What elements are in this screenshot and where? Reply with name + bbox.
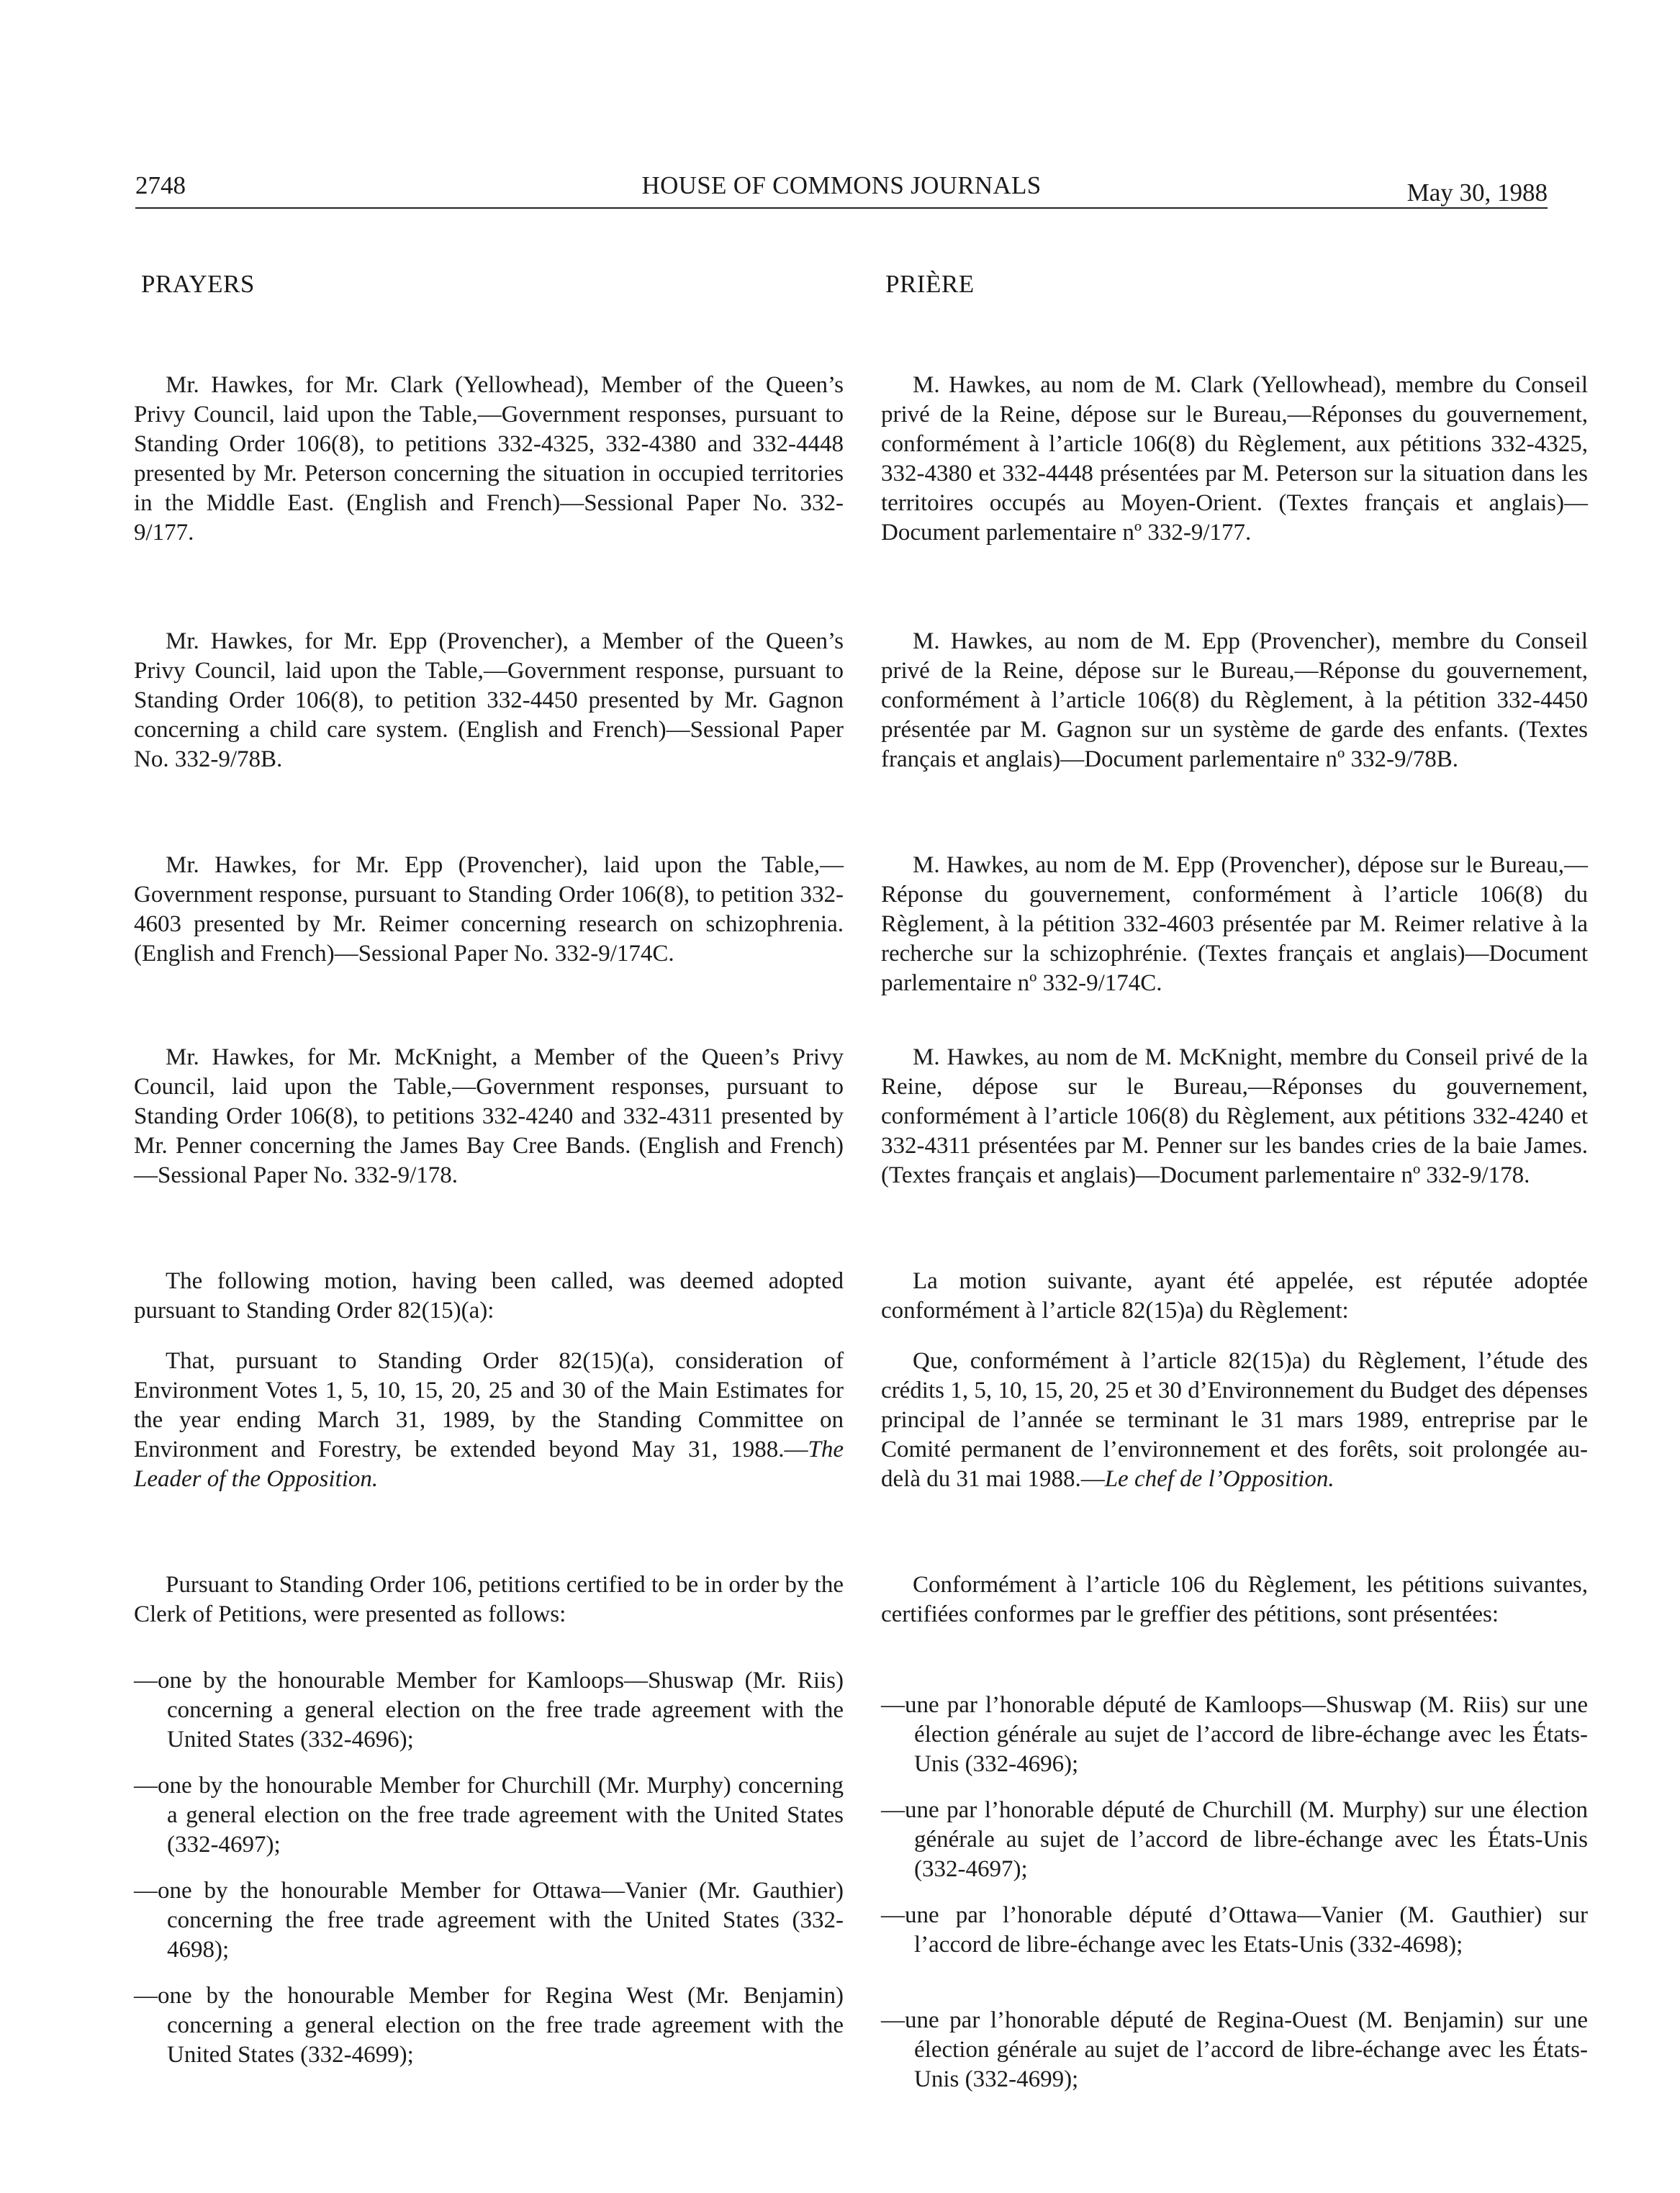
english-paragraph-2: Mr. Hawkes, for Mr. Epp (Provencher), a Member of the Queen’s Privy Council, laid upon the Table,—Government response, pursuant to Standing Order 106(8), to petition 332-4450 presented by Mr. Gagnon concerning a child care system. (English and French)—Sessional Paper No. 332-9/78B. [134, 628, 844, 772]
english-paragraph-1: Mr. Hawkes, for Mr. Clark (Yellowhead), Member of the Queen’s Privy Council, laid upon the Table,—Government responses, pursuant to Standing Order 106(8), to petitions 332-4325, 332-4380 and 332-4448 presented by Mr. Peterson concerning the situation in occupied territories in the Middle East. (English and French)—Sessional Paper No. 332-9/177. [134, 372, 844, 546]
french-petition-item: —une par l’honorable député d’Ottawa—Vanier (M. Gauthier) sur l’accord de libre-échange avec les Etats-Unis (332-4698); [881, 1902, 1588, 1958]
english-paragraph-3: Mr. Hawkes, for Mr. Epp (Provencher), laid upon the Table,—Government response, pursuant to Standing Order 106(8), to petition 332-4603 presented by Mr. Reimer concerning research on schizophrenia. (English and French)—Sessional Paper No. 332-9/174C. [134, 852, 844, 967]
french-paragraph-2: M. Hawkes, au nom de M. Epp (Provencher), membre du Conseil privé de la Reine, dépose sur le Bureau,—Réponse du gouvernement, conformément à l’article 106(8) du Règlement, à la pétition 332-4450 présentée par M. Gagnon sur un système de garde des enfants. (Textes français et anglais)—Document parlementaire nº 332-9/78B. [881, 628, 1588, 772]
english-petition-item: —one by the honourable Member for Ottawa—Vanier (Mr. Gauthier) concerning the free trade agreement with the United States (332-4698); [134, 1878, 844, 1963]
french-petition-item: —une par l’honorable député de Regina-Ouest (M. Benjamin) sur une élection générale au sujet de l’accord de libre-échange avec les États-Unis (332-4699); [881, 2007, 1588, 2092]
english-petitions-intro: Pursuant to Standing Order 106, petitions certified to be in order by the Clerk of Petitions, were presented as follows: [134, 1572, 844, 1627]
english-motion-intro: The following motion, having been called, was deemed adopted pursuant to Standing Order 82(15)(a): [134, 1268, 844, 1324]
french-paragraph-3: M. Hawkes, au nom de M. Epp (Provencher), dépose sur le Bureau,—Réponse du gouvernement, conformément à l’article 106(8) du Règlement, à la pétition 332-4603 présentée par M. Reimer relative à la recherche sur la schizophrénie. (Textes français et anglais)—Document parlementaire nº 332-9/174C. [881, 852, 1588, 996]
english-motion-signature: The Leader of the Opposition. [134, 1437, 844, 1492]
english-paragraph-4: Mr. Hawkes, for Mr. McKnight, a Member of the Queen’s Privy Council, laid upon the Table,—Government responses, pursuant to Standing Order 106(8), to petitions 332-4240 and 332-4311 presented by Mr. Penner concerning the James Bay Cree Bands. (English and French)—Sessional Paper No. 332-9/178. [134, 1044, 844, 1188]
journal-title: HOUSE OF COMMONS JOURNALS [641, 171, 1042, 199]
french-petition-item: —une par l’honorable député de Churchill (M. Murphy) sur une élection générale au sujet de l’accord de libre-échange avec les États-Unis (332-4697); [881, 1797, 1588, 1882]
page-header [135, 164, 1548, 209]
french-paragraph-1: M. Hawkes, au nom de M. Clark (Yellowhead), membre du Conseil privé de la Reine, dépose sur le Bureau,—Réponses du gouvernement, conformément à l’article 106(8) du Règlement, aux pétitions 332-4325, 332-4380 et 332-4448 présentées par M. Peterson sur la situation dans les territoires occupés au Moyen-Orient. (Textes français et anglais)—Document parlementaire nº 332-9/177. [881, 372, 1588, 546]
english-heading: PRAYERS [141, 270, 255, 298]
journal-date: May 30, 1988 [1406, 178, 1548, 207]
english-motion-text: That, pursuant to Standing Order 82(15)(a), consideration of Environment Votes 1, 5, 10, 15, 20, 25 and 30 of the Main Estimates for the year ending March 31, 1989, by the Standing Committee on Environment and Forestry, be extended beyond May 31, 1988.—The Leader of the Opposition. [134, 1348, 844, 1492]
french-motion-signature: Le chef de l’Opposition. [1104, 1466, 1334, 1492]
english-petition-item: —one by the honourable Member for Regina West (Mr. Benjamin) concerning a general election on the free trade agreement with the United States (332-4699); [134, 1983, 844, 2068]
french-heading: PRIÈRE [885, 270, 975, 298]
french-paragraph-4: M. Hawkes, au nom de M. McKnight, membre du Conseil privé de la Reine, dépose sur le Bureau,—Réponses du gouvernement, conformément à l’article 106(8) du Règlement, aux pétitions 332-4240 et 332-4311 présentées par M. Penner sur les bandes cries de la baie James. (Textes français et anglais)—Document parlementaire nº 332-9/178. [881, 1044, 1588, 1188]
page-number: 2748 [135, 171, 186, 199]
english-petition-item: —one by the honourable Member for Kamloops—Shuswap (Mr. Riis) concerning a general election on the free trade agreement with the United States (332-4696); [134, 1668, 844, 1753]
french-petition-item: —une par l’honorable député de Kamloops—Shuswap (M. Riis) sur une élection générale au sujet de l’accord de libre-échange avec les États-Unis (332-4696); [881, 1692, 1588, 1777]
french-motion-intro: La motion suivante, ayant été appelée, est réputée adoptée conformément à l’article 82(15)a) du Règlement: [881, 1268, 1588, 1324]
french-petitions-intro: Conformément à l’article 106 du Règlement, les pétitions suivantes, certifiées conformes par le greffier des pétitions, sont présentées: [881, 1572, 1588, 1627]
english-petition-item: —one by the honourable Member for Churchill (Mr. Murphy) concerning a general election on the free trade agreement with the United States (332-4697); [134, 1773, 844, 1858]
french-motion-text: Que, conformément à l’article 82(15)a) du Règlement, l’étude des crédits 1, 5, 10, 15, 20, 25 et 30 d’Environnement du Budget des dépenses principal de l’année se terminant le 31 mars 1989, entreprise par le Comité permanent de l’environnement et des forêts, soit prolongée au-delà du 31 mai 1988.—Le chef de l’Opposition. [881, 1348, 1588, 1492]
